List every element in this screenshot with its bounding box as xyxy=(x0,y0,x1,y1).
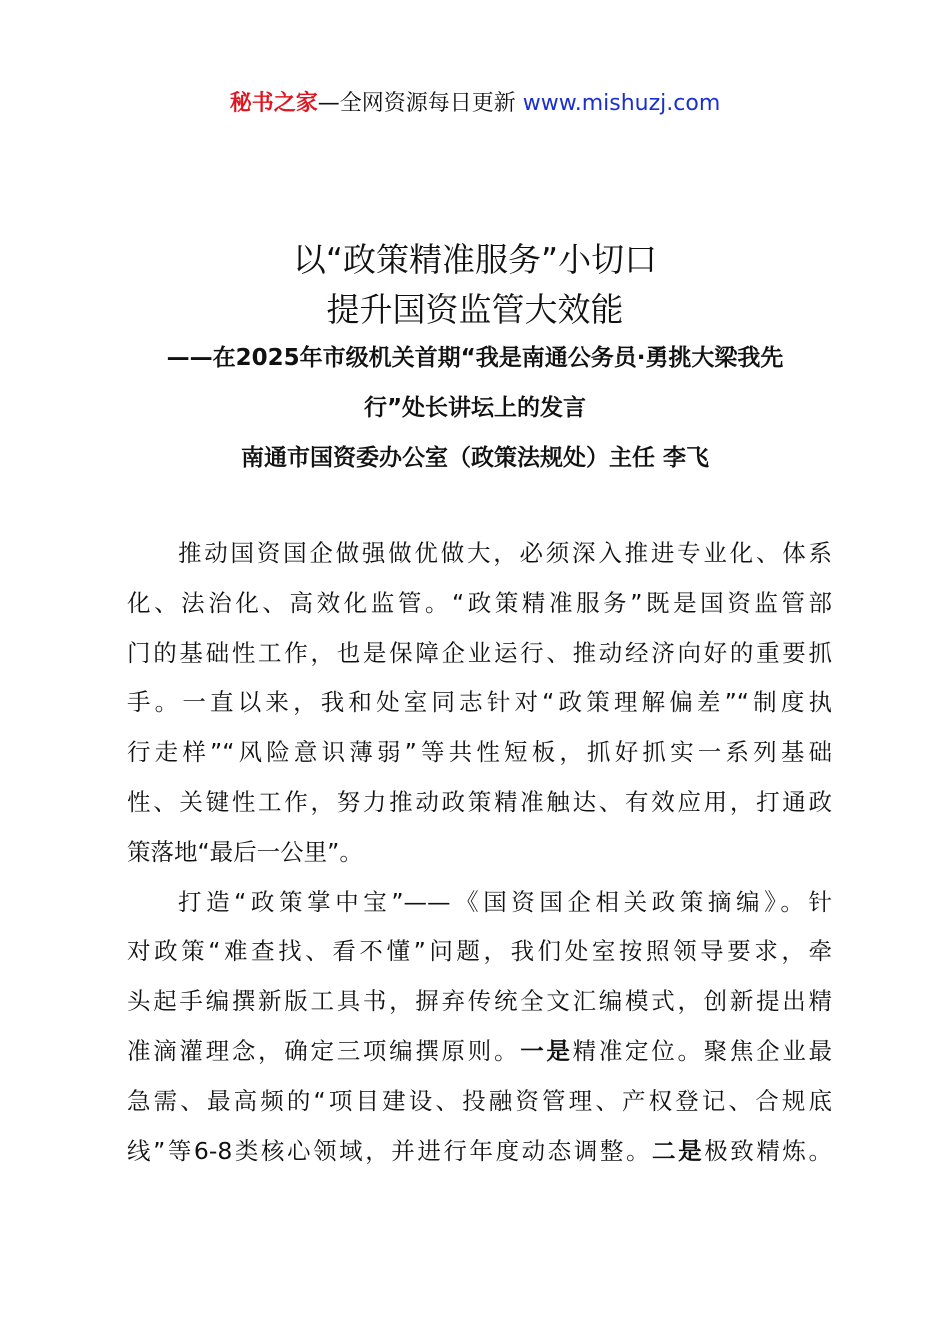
site-tagline: —全网资源每日更新 xyxy=(317,91,523,116)
body-text-line xyxy=(127,1134,832,1168)
body-text-line xyxy=(127,835,832,869)
bold-text-segment: 二是 xyxy=(652,1136,705,1165)
body-text-line xyxy=(178,885,832,919)
text-segment: 手。一直以来，我和处室同志针对“政策理解偏差”“制度执 xyxy=(127,688,832,717)
body-text-line xyxy=(178,536,832,570)
body-text-line xyxy=(127,1084,832,1118)
doc-subtitle-line-1: ——在2025年市级机关首期“我是南通公务员·勇挑大梁我先 xyxy=(166,345,784,371)
text-segment: 准滴灌理念，确定三项编撰原则。 xyxy=(127,1037,521,1065)
doc-subtitle-line-2: 行”处长讲坛上的发言 xyxy=(363,395,587,421)
text-segment: 头起手编撰新版工具书，摒弃传统全文汇编模式，创新提出精 xyxy=(127,987,832,1016)
text-segment: 线”等6-8类核心领域，并进行年度动态调整。 xyxy=(127,1136,653,1165)
site-url-link[interactable]: www.mishuzj.com xyxy=(522,91,721,116)
body-text-line xyxy=(127,636,832,670)
text-segment: 策落地“最后一公里”。 xyxy=(127,837,363,866)
body-text-line xyxy=(127,984,832,1018)
text-segment: 打造“政策掌中宝”——《国资国企相关政策摘编》。针 xyxy=(178,887,832,916)
text-segment: 化、法治化、高效化监管。“政策精准服务”既是国资监管部 xyxy=(127,588,832,617)
body-text-line xyxy=(127,586,832,620)
doc-author: 南通市国资委办公室（政策法规处）主任 李飞 xyxy=(240,445,709,471)
body-text-line xyxy=(127,685,832,719)
text-segment: 精准定位。聚焦企业最 xyxy=(572,1037,833,1065)
doc-title-line-1: 以“政策精准服务”小切口 xyxy=(292,240,658,279)
text-segment: 极致精炼。 xyxy=(704,1136,833,1165)
body-text-line xyxy=(127,934,832,968)
doc-title-line-2: 提升国资监管大效能 xyxy=(326,290,624,329)
site-brand: 秘书之家 xyxy=(229,91,318,116)
text-segment: 门的基础性工作，也是保障企业运行、推动经济向好的重要抓 xyxy=(127,638,832,667)
bold-text-segment: 一是 xyxy=(520,1037,573,1065)
body-text-line xyxy=(127,785,832,819)
text-segment: 对政策“难查找、看不懂”问题，我们处室按照领导要求，牵 xyxy=(127,937,832,966)
body-text-line xyxy=(127,735,832,769)
text-segment: 急需、最高频的“项目建设、投融资管理、产权登记、合规底 xyxy=(127,1086,832,1115)
text-segment: 行走样”“风险意识薄弱”等共性短板，抓好抓实一系列基础 xyxy=(127,738,832,767)
text-segment: 推动国资国企做强做优做大，必须深入推进专业化、体系 xyxy=(178,539,832,567)
site-header xyxy=(0,88,950,120)
text-segment: 性、关键性工作，努力推动政策精准触达、有效应用，打通政 xyxy=(127,788,832,816)
body-text-line xyxy=(127,1034,832,1068)
